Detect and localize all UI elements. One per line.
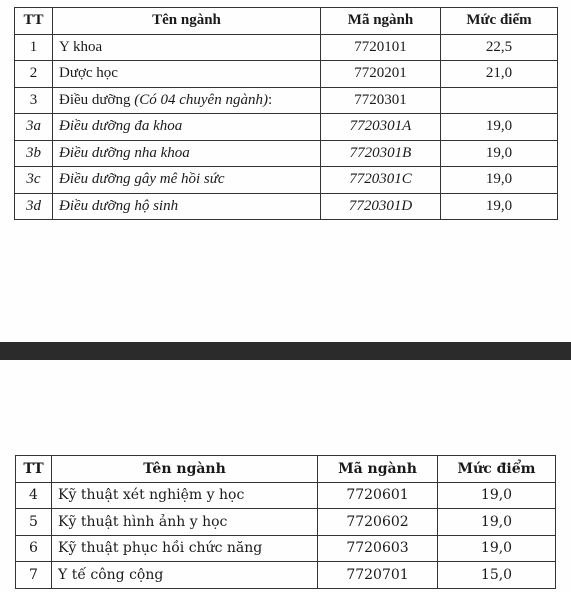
row-score: 19,0 xyxy=(438,509,556,536)
row-major-name: Điều dưỡng gây mê hồi sức xyxy=(53,167,321,194)
row-tt: 3c xyxy=(15,167,53,194)
row-major-code: 7720101 xyxy=(321,34,441,61)
table-header-row xyxy=(16,456,556,483)
row-score: 19,0 xyxy=(441,167,558,194)
row-major-name: Điều dưỡng hộ sinh xyxy=(53,193,321,220)
header-major-code: Mã ngành xyxy=(321,8,441,35)
row-tt: 7 xyxy=(16,562,52,589)
row-score xyxy=(441,87,558,114)
row-major-code: 7720301A xyxy=(321,114,441,141)
row-major-name: Y khoa xyxy=(53,34,321,61)
row-tt: 3a xyxy=(15,114,53,141)
row-score: 15,0 xyxy=(438,562,556,589)
row-tt: 3b xyxy=(15,140,53,167)
row-major-name-suffix: : xyxy=(267,91,273,108)
row-major-name: Y tế công cộng xyxy=(52,562,318,589)
row-tt: 2 xyxy=(15,61,53,88)
table-row xyxy=(15,193,558,220)
dark-separator-bar xyxy=(0,342,571,360)
admission-score-table-1 xyxy=(14,7,558,220)
row-tt: 6 xyxy=(16,535,52,562)
row-score: 19,0 xyxy=(441,114,558,141)
table-row xyxy=(15,140,558,167)
row-score: 19,0 xyxy=(438,535,556,562)
row-major-code: 7720602 xyxy=(318,509,438,536)
row-score: 19,0 xyxy=(441,193,558,220)
row-score: 22,5 xyxy=(441,34,558,61)
header-tt: TT xyxy=(15,8,53,35)
row-score: 21,0 xyxy=(441,61,558,88)
row-major-code: 7720201 xyxy=(321,61,441,88)
table-row xyxy=(15,87,558,114)
row-major-code: 7720601 xyxy=(318,482,438,509)
table-row xyxy=(16,562,556,589)
row-major-name: Điều dưỡng nha khoa xyxy=(53,140,321,167)
table-row xyxy=(15,114,558,141)
table-row xyxy=(15,61,558,88)
row-major-name: Kỹ thuật hình ảnh y học xyxy=(52,509,318,536)
table-row xyxy=(16,535,556,562)
admission-score-table-2 xyxy=(15,455,556,589)
row-major-name-text: Điều dưỡng xyxy=(59,91,135,108)
header-major-code: Mã ngành xyxy=(318,456,438,483)
row-tt: 4 xyxy=(16,482,52,509)
row-major-code: 7720301 xyxy=(321,87,441,114)
table-row xyxy=(16,482,556,509)
row-score: 19,0 xyxy=(438,482,556,509)
row-tt: 3d xyxy=(15,193,53,220)
row-major-code: 7720603 xyxy=(318,535,438,562)
row-tt: 5 xyxy=(16,509,52,536)
header-major-name: Tên ngành xyxy=(53,8,321,35)
row-major-code: 7720301C xyxy=(321,167,441,194)
row-major-name: Dược học xyxy=(53,61,321,88)
row-score: 19,0 xyxy=(441,140,558,167)
row-major-code: 7720301D xyxy=(321,193,441,220)
header-score: Mức điểm xyxy=(438,456,556,483)
table-header-row xyxy=(15,8,558,35)
table-row xyxy=(15,34,558,61)
row-major-code: 7720301B xyxy=(321,140,441,167)
header-tt: TT xyxy=(16,456,52,483)
row-major-name: Kỹ thuật phục hồi chức năng xyxy=(52,535,318,562)
header-score: Mức điểm xyxy=(441,8,558,35)
row-major-name-note: (Có 04 chuyên ngành) xyxy=(134,91,268,108)
row-major-name: Điều dưỡng đa khoa xyxy=(53,114,321,141)
row-major-code: 7720701 xyxy=(318,562,438,589)
table-row xyxy=(16,509,556,536)
table-row xyxy=(15,167,558,194)
row-tt: 1 xyxy=(15,34,53,61)
header-major-name: Tên ngành xyxy=(52,456,318,483)
row-tt: 3 xyxy=(15,87,53,114)
row-major-name xyxy=(53,87,321,114)
row-major-name: Kỹ thuật xét nghiệm y học xyxy=(52,482,318,509)
